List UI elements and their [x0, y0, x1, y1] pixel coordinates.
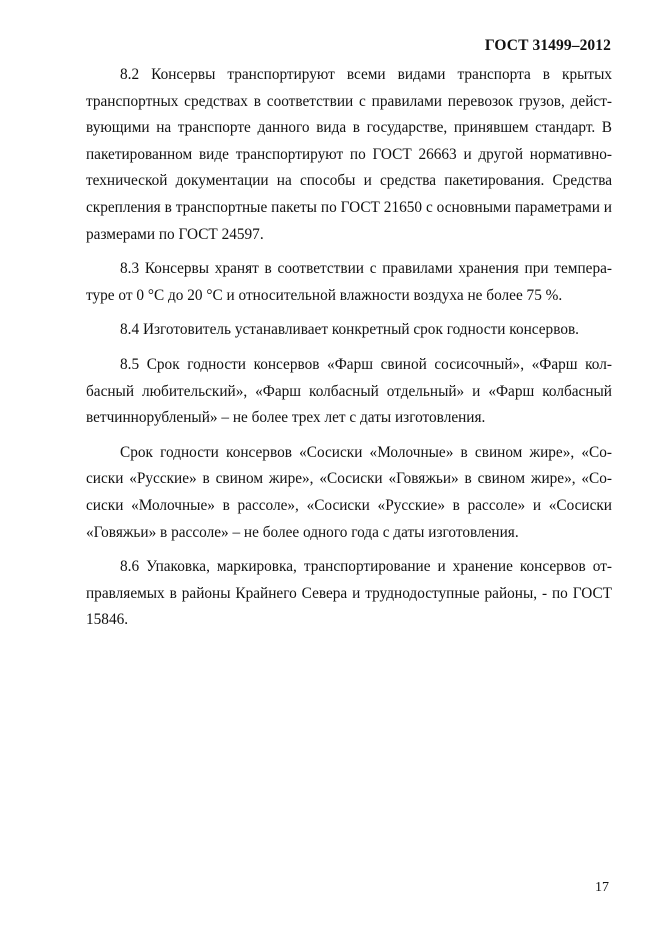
paragraph-8-5-continued: Срок годности консервов «Сосиски «Молочные» в свином жире», «Сосиски «Русские» в свином жире», «Сосиски «Говяжьи» в свином жире», «Сосиски «Молочные» в рассоле», «Сосиски «Русские» в рассоле» и «Сосиски «Говяжьи» в рассоле» – не более одного года с даты изготовления. — [86, 443, 612, 541]
document-code-header: ГОСТ 31499–2012 — [484, 37, 611, 54]
document-body — [86, 62, 612, 642]
page-number: 17 — [595, 880, 609, 895]
paragraph-8-3: 8.3 Консервы хранят в соответствии с правилами хранения при температуре от 0 °С до 20 °С и относительной влажности воздуха не более 75 %. — [86, 260, 612, 304]
paragraph-8-2: 8.2 Консервы транспортируют всеми видами транспорта в крытых транспортных средствах в соответствии с правилами перевозок грузов, действующими на транспорте данного вида в государстве, принявшем стандарт. В пакетированном виде транспортируют по ГОСТ 26663 и другой нормативно-технической документации на способы и средства пакетирования. Средства скрепления в транспортные пакеты по ГОСТ 21650 с основными параметрами и размерами по ГОСТ 24597. — [86, 66, 612, 243]
paragraph-8-4: 8.4 Изготовитель устанавливает конкретный срок годности консервов. — [120, 321, 580, 339]
paragraph-8-5: 8.5 Срок годности консервов «Фарш свиной сосисочный», «Фарш колбасный любительский», «Фарш колбасный отдельный» и «Фарш колбасный ветчиннорубленый» – не более трех лет с даты изготовления. — [86, 355, 612, 427]
paragraph-8-6: 8.6 Упаковка, маркировка, транспортирование и хранение консервов отправляемых в районы Крайнего Севера и труднодоступные районы, ‑ по ГОСТ 15846. — [86, 558, 612, 629]
